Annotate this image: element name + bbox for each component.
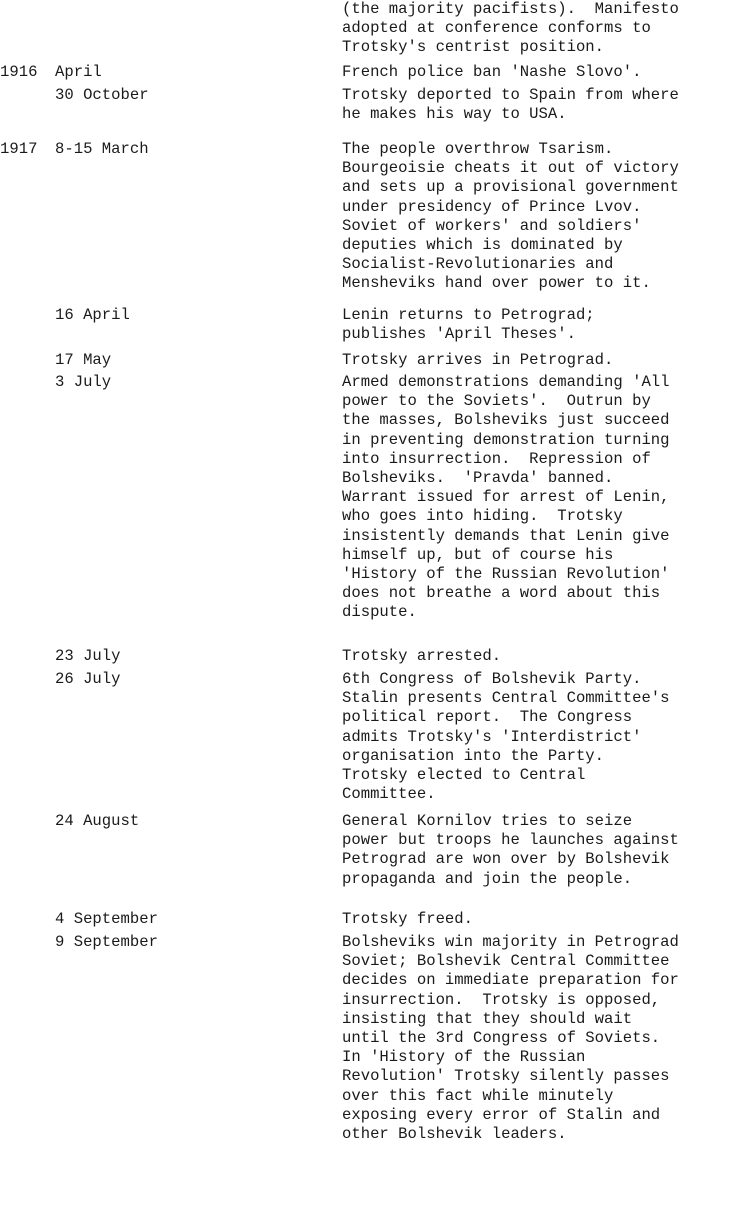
description-line: the masses, Bolsheviks just succeed (342, 411, 670, 430)
entry-description (342, 86, 731, 124)
description-line: deputies which is dominated by (342, 236, 623, 255)
description-line: he makes his way to USA. (342, 105, 567, 124)
description-line: Trotsky elected to Central (342, 766, 586, 785)
entry-description (342, 63, 731, 82)
description-line: decides on immediate preparation for (342, 971, 679, 990)
description-line: Stalin presents Central Committee's (342, 689, 670, 708)
description-line: Bolsheviks. 'Pravda' banned. (342, 469, 614, 488)
description-line: himself up, but of course his (342, 545, 614, 564)
description-line: Trotsky arrested. (342, 647, 502, 665)
description-line: Committee. (342, 785, 436, 804)
description-line: insistently demands that Lenin give (342, 526, 670, 545)
description-line: (the majority pacifists). Manifesto (342, 0, 679, 18)
description-line: Trotsky freed. (342, 910, 474, 928)
description-line: Warrant issued for arrest of Lenin, (342, 488, 670, 507)
description-line: until the 3rd Congress of Soviets. (342, 1029, 661, 1048)
entry-description (342, 0, 731, 58)
timeline-entry (0, 933, 731, 1144)
description-line: Bolsheviks win majority in Petrograd (342, 933, 679, 951)
description-line: into insurrection. Repression of (342, 449, 651, 468)
description-line: exposing every error of Stalin and (342, 1105, 661, 1124)
description-line: who goes into hiding. Trotsky (342, 507, 623, 526)
entry-description (342, 373, 731, 623)
description-line: does not breathe a word about this (342, 584, 661, 603)
entry-description (342, 306, 731, 344)
description-line: Soviet; Bolshevik Central Committee (342, 952, 670, 971)
timeline-entry (0, 910, 731, 929)
description-line: power but troops he launches against (342, 831, 679, 850)
entry-date: 26 July (55, 670, 121, 688)
entry-date: April (55, 63, 102, 81)
description-line: over this fact while minutely (342, 1086, 614, 1105)
entry-date: 30 October (55, 86, 149, 104)
timeline-entry (0, 373, 731, 623)
entry-year: 1917 (0, 140, 38, 158)
description-line: organisation into the Party. (342, 746, 605, 765)
description-line: Soviet of workers' and soldiers' (342, 216, 642, 235)
entry-description (342, 670, 731, 804)
description-line: Mensheviks hand over power to it. (342, 274, 651, 293)
entry-date: 16 April (55, 306, 130, 324)
description-line: Armed demonstrations demanding 'All (342, 373, 670, 391)
description-line: propaganda and join the people. (342, 869, 633, 888)
description-line: Bourgeoisie cheats it out of victory (342, 159, 679, 178)
description-line: General Kornilov tries to seize (342, 812, 633, 830)
description-line: power to the Soviets'. Outrun by (342, 392, 651, 411)
entry-description (342, 933, 731, 1144)
description-line: political report. The Congress (342, 708, 633, 727)
timeline-entry (0, 0, 731, 58)
description-line: dispute. (342, 603, 417, 622)
entry-date: 17 May (55, 351, 112, 369)
entry-date: 8-15 March (55, 140, 149, 158)
description-line: Trotsky deported to Spain from where (342, 86, 679, 104)
timeline-entry (0, 670, 731, 804)
timeline-entry (0, 351, 731, 370)
entry-description (342, 351, 731, 370)
description-line: 6th Congress of Bolshevik Party. (342, 670, 642, 688)
description-line: publishes 'April Theses'. (342, 325, 576, 344)
entry-description (342, 140, 731, 294)
description-line: Revolution' Trotsky silently passes (342, 1067, 670, 1086)
description-line: Lenin returns to Petrograd; (342, 306, 595, 324)
description-line: admits Trotsky's 'Interdistrict' (342, 727, 642, 746)
description-line: insurrection. Trotsky is opposed, (342, 990, 661, 1009)
entry-date: 9 September (55, 933, 158, 951)
description-line: Socialist-Revolutionaries and (342, 255, 614, 274)
timeline-entry (0, 647, 731, 666)
description-line: French police ban 'Nashe Slovo'. (342, 63, 642, 81)
timeline-entry (0, 306, 731, 344)
entry-date: 4 September (55, 910, 158, 928)
entry-description (342, 647, 731, 666)
timeline-entry (0, 63, 731, 82)
description-line: and sets up a provisional government (342, 178, 679, 197)
description-line: under presidency of Prince Lvov. (342, 197, 642, 216)
description-line: Trotsky's centrist position. (342, 38, 605, 57)
timeline-entry (0, 812, 731, 889)
timeline-entry (0, 86, 731, 124)
entry-date: 23 July (55, 647, 121, 665)
description-line: Petrograd are won over by Bolshevik (342, 850, 670, 869)
entry-description (342, 910, 731, 929)
description-line: In 'History of the Russian (342, 1048, 586, 1067)
description-line: The people overthrow Tsarism. (342, 140, 614, 158)
description-line: Trotsky arrives in Petrograd. (342, 351, 614, 369)
entry-description (342, 812, 731, 889)
description-line: in preventing demonstration turning (342, 430, 670, 449)
entry-year: 1916 (0, 63, 38, 81)
entry-date: 3 July (55, 373, 112, 391)
description-line: other Bolshevik leaders. (342, 1125, 567, 1144)
description-line: insisting that they should wait (342, 1009, 633, 1028)
timeline-entry (0, 140, 731, 294)
description-line: adopted at conference conforms to (342, 19, 651, 38)
description-line: 'History of the Russian Revolution' (342, 565, 670, 584)
entry-date: 24 August (55, 812, 140, 830)
